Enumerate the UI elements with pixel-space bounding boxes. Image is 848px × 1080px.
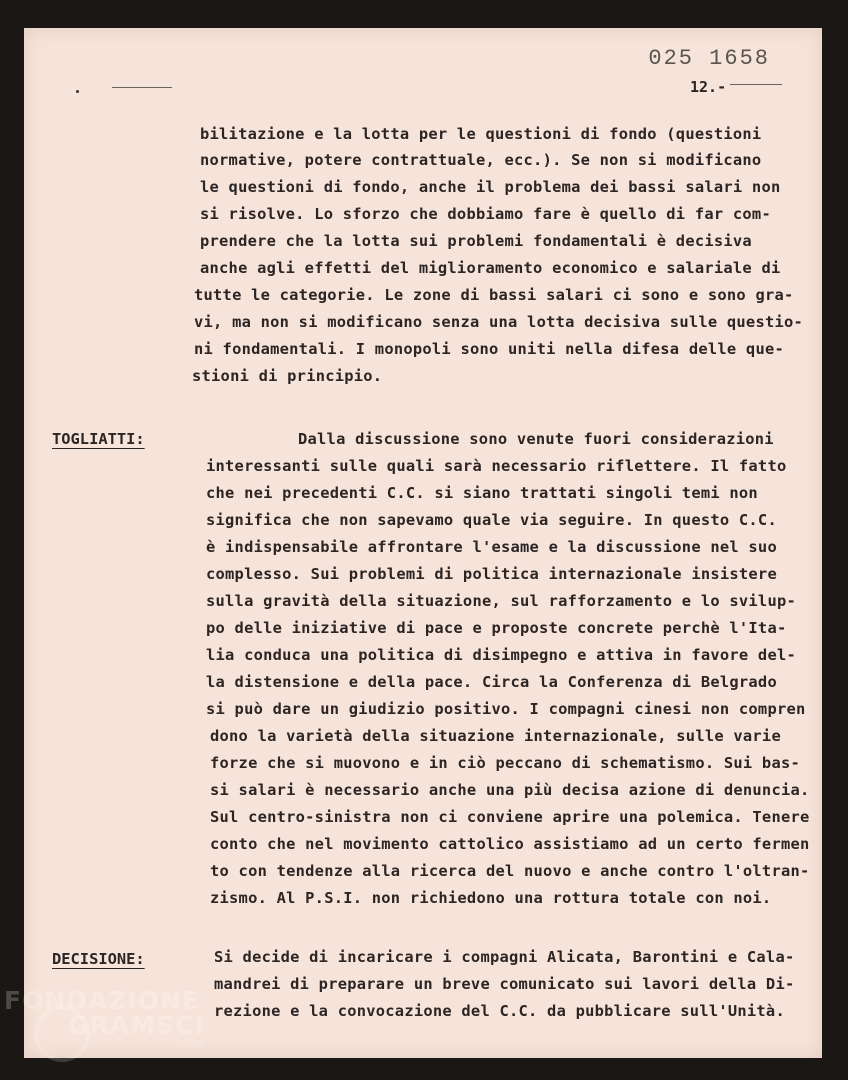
text-line: la distensione e della pace. Circa la Conferenza di Belgrado <box>206 673 777 691</box>
watermark-line2: GRAMSCI <box>68 1011 205 1040</box>
speaker-togliatti: TOGLIATTI: <box>52 430 145 448</box>
document-page <box>24 28 822 1058</box>
archive-number: 025 1658 <box>648 46 770 71</box>
text-line: tutte le categorie. Le zone di bassi salari ci sono e sono gra- <box>194 286 794 304</box>
text-line: le questioni di fondo, anche il problema dei bassi salari non <box>200 178 781 196</box>
watermark-sub: onlus <box>176 1038 203 1049</box>
watermark-circle-logo <box>34 1006 90 1062</box>
header-dash-left <box>112 87 172 88</box>
text-line: è indispensabile affrontare l'esame e la discussione nel suo <box>206 538 777 556</box>
text-line: normative, potere contrattuale, ecc.). Se non si modificano <box>200 151 762 169</box>
text-line: rezione e la convocazione del C.C. da pubblicare sull'Unità. <box>214 1002 785 1020</box>
text-line: forze che si muovono e in ciò peccano di schematismo. Sui bas- <box>210 754 800 772</box>
ink-dot <box>76 90 79 93</box>
text-line: anche agli effetti del miglioramento economico e salariale di <box>200 259 781 277</box>
text-line: complesso. Sui problemi di politica internazionale insistere <box>206 565 777 583</box>
text-line: stioni di principio. <box>192 367 383 385</box>
text-line: Dalla discussione sono venute fuori considerazioni <box>298 430 774 448</box>
text-line: sulla gravità della situazione, sul rafforzamento e lo svilup- <box>206 592 796 610</box>
text-line: conto che nel movimento cattolico assistiamo ad un certo fermen <box>210 835 810 853</box>
fondazione-gramsci-watermark <box>4 986 205 1049</box>
text-line: prendere che la lotta sui problemi fondamentali è decisiva <box>200 232 752 250</box>
text-line: si può dare un giudizio positivo. I compagni cinesi non compren <box>206 700 806 718</box>
text-line: lia conduca una politica di disimpegno e attiva in favore del- <box>206 646 796 664</box>
text-line: Sul centro-sinistra non ci conviene aprire una polemica. Tenere <box>210 808 810 826</box>
text-line: interessanti sulle quali sarà necessario riflettere. Il fatto <box>206 457 787 475</box>
text-line: si risolve. Lo sforzo che dobbiamo fare è quello di far com- <box>200 205 771 223</box>
speaker-decisione: DECISIONE: <box>52 950 145 968</box>
text-line: po delle iniziative di pace e proposte concrete perchè l'Ita- <box>206 619 787 637</box>
text-line: si salari è necessario anche una più decisa azione di denuncia. <box>210 781 810 799</box>
text-line: bilitazione e la lotta per le questioni di fondo (questioni <box>200 125 762 143</box>
page-number: 12.- <box>690 78 727 96</box>
text-line: vi, ma non si modificano senza una lotta decisiva sulle questio- <box>194 313 804 331</box>
text-line: Si decide di incaricare i compagni Alicata, Barontini e Cala- <box>214 948 795 966</box>
text-line: to con tendenze alla ricerca del nuovo e anche contro l'oltran- <box>210 862 810 880</box>
text-line: zismo. Al P.S.I. non richiedono una rottura totale con noi. <box>210 889 772 907</box>
watermark-line1: FONDAZIONE <box>4 986 201 1015</box>
text-line: dono la varietà della situazione internazionale, sulle varie <box>210 727 781 745</box>
text-line: ni fondamentali. I monopoli sono uniti nella difesa delle que- <box>194 340 784 358</box>
text-line: che nei precedenti C.C. si siano trattati singoli temi non <box>206 484 758 502</box>
text-line: significa che non sapevamo quale via seguire. In questo C.C. <box>206 511 777 529</box>
text-line: mandrei di preparare un breve comunicato sui lavori della Di- <box>214 975 795 993</box>
header-dash-right <box>730 84 782 85</box>
